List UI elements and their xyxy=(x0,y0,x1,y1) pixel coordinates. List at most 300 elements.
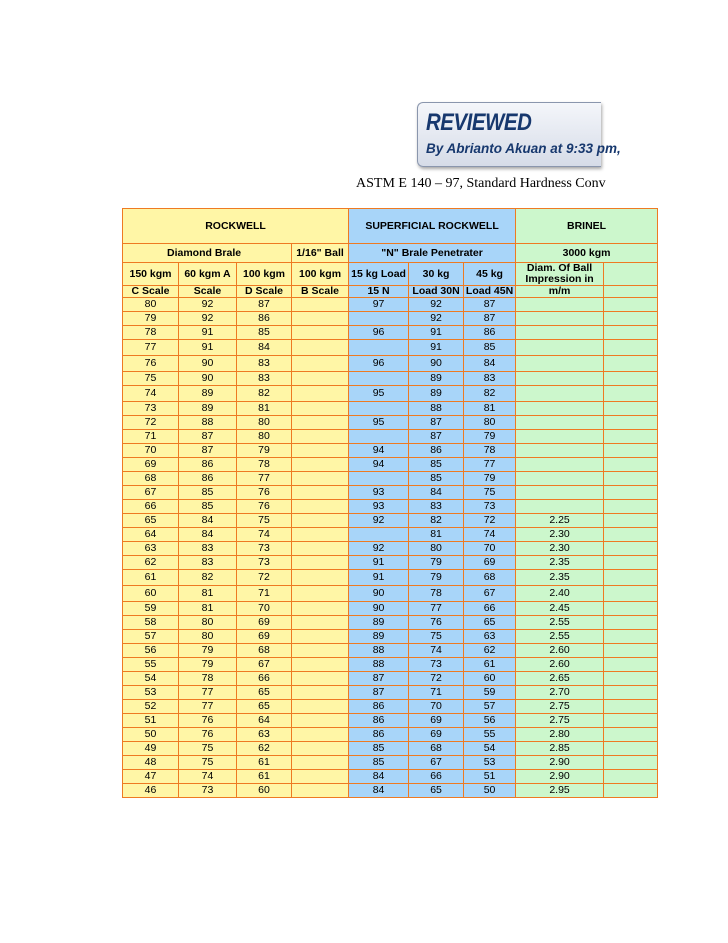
cell-diam: 2.40 xyxy=(516,586,604,602)
cell-diam: 2.60 xyxy=(516,644,604,658)
cell-n15: 88 xyxy=(349,644,409,658)
cell-n45: 69 xyxy=(464,556,516,570)
cell-n15: 90 xyxy=(349,586,409,602)
cell-n15: 96 xyxy=(349,326,409,340)
cell-n30: 81 xyxy=(409,528,464,542)
cell-n30: 68 xyxy=(409,742,464,756)
cell-a: 88 xyxy=(179,416,237,430)
cell-a: 79 xyxy=(179,644,237,658)
cell-n45: 86 xyxy=(464,326,516,340)
cell-n30: 79 xyxy=(409,570,464,586)
cell-n30: 89 xyxy=(409,386,464,402)
cell-diam: 2.70 xyxy=(516,686,604,700)
cell-c: 65 xyxy=(123,514,179,528)
cell-n30: 69 xyxy=(409,728,464,742)
cell-diam xyxy=(516,472,604,486)
table-row xyxy=(123,686,658,700)
cell-n30: 71 xyxy=(409,686,464,700)
cell-c: 60 xyxy=(123,586,179,602)
col-d-scale-line1: 100 kgm xyxy=(237,263,292,286)
cell-d: 74 xyxy=(237,528,292,542)
cell-b xyxy=(292,602,349,616)
cell-n30: 75 xyxy=(409,630,464,644)
cell-c: 80 xyxy=(123,298,179,312)
column-header-row-2 xyxy=(123,286,658,298)
cell-a: 77 xyxy=(179,700,237,714)
cell-a: 78 xyxy=(179,672,237,686)
cell-d: 82 xyxy=(237,386,292,402)
cell-n15 xyxy=(349,312,409,326)
subgroup-diamond-brale: Diamond Brale xyxy=(123,244,292,263)
cell-n45: 63 xyxy=(464,630,516,644)
cell-n30: 88 xyxy=(409,402,464,416)
cell-brinell-extra xyxy=(604,770,658,784)
cell-c: 66 xyxy=(123,500,179,514)
cell-diam xyxy=(516,416,604,430)
cell-a: 89 xyxy=(179,402,237,416)
cell-d: 69 xyxy=(237,616,292,630)
cell-a: 79 xyxy=(179,658,237,672)
cell-a: 80 xyxy=(179,630,237,644)
conversion-table xyxy=(122,208,658,798)
cell-b xyxy=(292,356,349,372)
cell-a: 74 xyxy=(179,770,237,784)
cell-brinell-extra xyxy=(604,686,658,700)
cell-b xyxy=(292,556,349,570)
cell-n45: 79 xyxy=(464,430,516,444)
cell-b xyxy=(292,728,349,742)
table-row xyxy=(123,542,658,556)
cell-brinell-extra xyxy=(604,672,658,686)
cell-n30: 89 xyxy=(409,372,464,386)
cell-diam xyxy=(516,372,604,386)
cell-n30: 92 xyxy=(409,298,464,312)
cell-a: 81 xyxy=(179,602,237,616)
cell-d: 73 xyxy=(237,542,292,556)
group-superficial-rockwell: SUPERFICIAL ROCKWELL xyxy=(349,209,516,244)
cell-b xyxy=(292,340,349,356)
table-row xyxy=(123,756,658,770)
reviewed-stamp xyxy=(417,102,621,167)
cell-c: 56 xyxy=(123,644,179,658)
cell-c: 46 xyxy=(123,784,179,798)
cell-b xyxy=(292,486,349,500)
cell-n15: 90 xyxy=(349,602,409,616)
cell-d: 76 xyxy=(237,486,292,500)
cell-n15: 95 xyxy=(349,416,409,430)
cell-a: 92 xyxy=(179,298,237,312)
group-brinell: BRINEL xyxy=(516,209,658,244)
cell-n45: 68 xyxy=(464,570,516,586)
col-a-scale-line2: Scale xyxy=(179,286,237,298)
cell-d: 77 xyxy=(237,472,292,486)
cell-diam xyxy=(516,430,604,444)
cell-n30: 65 xyxy=(409,784,464,798)
cell-n45: 61 xyxy=(464,658,516,672)
cell-b xyxy=(292,312,349,326)
cell-n15: 94 xyxy=(349,458,409,472)
cell-a: 91 xyxy=(179,340,237,356)
col-c-scale-line2: C Scale xyxy=(123,286,179,298)
column-header-row-1 xyxy=(123,263,658,286)
cell-diam: 2.80 xyxy=(516,728,604,742)
cell-n45: 80 xyxy=(464,416,516,430)
cell-b xyxy=(292,700,349,714)
cell-b xyxy=(292,714,349,728)
cell-diam xyxy=(516,386,604,402)
table-row xyxy=(123,514,658,528)
cell-n30: 72 xyxy=(409,672,464,686)
cell-diam xyxy=(516,486,604,500)
cell-n45: 51 xyxy=(464,770,516,784)
cell-d: 60 xyxy=(237,784,292,798)
cell-n30: 82 xyxy=(409,514,464,528)
cell-n30: 84 xyxy=(409,486,464,500)
cell-n15: 95 xyxy=(349,386,409,402)
subgroup-brinell-load: 3000 kgm xyxy=(516,244,658,263)
cell-a: 85 xyxy=(179,486,237,500)
cell-n45: 54 xyxy=(464,742,516,756)
cell-brinell-extra xyxy=(604,630,658,644)
cell-b xyxy=(292,658,349,672)
cell-c: 77 xyxy=(123,340,179,356)
cell-d: 72 xyxy=(237,570,292,586)
cell-n15 xyxy=(349,430,409,444)
cell-n30: 85 xyxy=(409,472,464,486)
cell-b xyxy=(292,570,349,586)
cell-n15: 92 xyxy=(349,542,409,556)
cell-n45: 75 xyxy=(464,486,516,500)
cell-n30: 80 xyxy=(409,542,464,556)
cell-d: 65 xyxy=(237,686,292,700)
cell-brinell-extra xyxy=(604,756,658,770)
table-row xyxy=(123,672,658,686)
cell-d: 79 xyxy=(237,444,292,458)
cell-diam: 2.35 xyxy=(516,570,604,586)
cell-n15 xyxy=(349,528,409,542)
cell-b xyxy=(292,500,349,514)
table-row xyxy=(123,340,658,356)
cell-diam xyxy=(516,444,604,458)
col-d-scale-line2: D Scale xyxy=(237,286,292,298)
cell-diam: 2.85 xyxy=(516,742,604,756)
cell-n45: 79 xyxy=(464,472,516,486)
cell-d: 65 xyxy=(237,700,292,714)
cell-n45: 81 xyxy=(464,402,516,416)
cell-n15: 88 xyxy=(349,658,409,672)
cell-c: 62 xyxy=(123,556,179,570)
cell-n30: 70 xyxy=(409,700,464,714)
col-30n-line2: Load 30N xyxy=(409,286,464,298)
cell-b xyxy=(292,586,349,602)
cell-b xyxy=(292,430,349,444)
cell-b xyxy=(292,326,349,340)
cell-d: 80 xyxy=(237,430,292,444)
cell-b xyxy=(292,542,349,556)
cell-c: 67 xyxy=(123,486,179,500)
cell-n45: 74 xyxy=(464,528,516,542)
table-row xyxy=(123,742,658,756)
col-45n-line1: 45 kg xyxy=(464,263,516,286)
cell-n30: 67 xyxy=(409,756,464,770)
cell-a: 83 xyxy=(179,556,237,570)
cell-a: 86 xyxy=(179,458,237,472)
cell-n45: 57 xyxy=(464,700,516,714)
cell-a: 84 xyxy=(179,514,237,528)
cell-n30: 77 xyxy=(409,602,464,616)
cell-a: 77 xyxy=(179,686,237,700)
cell-n45: 59 xyxy=(464,686,516,700)
cell-brinell-extra xyxy=(604,312,658,326)
cell-b xyxy=(292,528,349,542)
cell-n45: 85 xyxy=(464,340,516,356)
cell-d: 86 xyxy=(237,312,292,326)
cell-brinell-extra xyxy=(604,372,658,386)
cell-n15: 93 xyxy=(349,500,409,514)
cell-diam: 2.30 xyxy=(516,528,604,542)
cell-diam: 2.95 xyxy=(516,784,604,798)
cell-n15: 86 xyxy=(349,714,409,728)
cell-a: 85 xyxy=(179,500,237,514)
table-row xyxy=(123,700,658,714)
cell-n30: 87 xyxy=(409,416,464,430)
cell-c: 49 xyxy=(123,742,179,756)
cell-brinell-extra xyxy=(604,570,658,586)
cell-n30: 78 xyxy=(409,586,464,602)
table-row xyxy=(123,312,658,326)
table-row xyxy=(123,500,658,514)
cell-b xyxy=(292,416,349,430)
cell-brinell-extra xyxy=(604,728,658,742)
cell-a: 82 xyxy=(179,570,237,586)
col-b-scale-line2: B Scale xyxy=(292,286,349,298)
cell-c: 74 xyxy=(123,386,179,402)
cell-c: 64 xyxy=(123,528,179,542)
cell-brinell-extra xyxy=(604,784,658,798)
cell-brinell-extra xyxy=(604,326,658,340)
cell-a: 75 xyxy=(179,756,237,770)
cell-diam xyxy=(516,340,604,356)
cell-b xyxy=(292,298,349,312)
cell-diam: 2.30 xyxy=(516,542,604,556)
cell-n15: 87 xyxy=(349,672,409,686)
col-diam-line1-text: Impression in xyxy=(525,273,594,285)
cell-n15: 87 xyxy=(349,686,409,700)
cell-n15 xyxy=(349,340,409,356)
col-c-scale-line1: 150 kgm xyxy=(123,263,179,286)
cell-c: 63 xyxy=(123,542,179,556)
cell-n15: 94 xyxy=(349,444,409,458)
col-45n-line2: Load 45N xyxy=(464,286,516,298)
cell-brinell-extra xyxy=(604,430,658,444)
cell-b xyxy=(292,514,349,528)
cell-n15: 89 xyxy=(349,630,409,644)
cell-a: 89 xyxy=(179,386,237,402)
cell-brinell-extra xyxy=(604,714,658,728)
cell-d: 81 xyxy=(237,402,292,416)
cell-b xyxy=(292,756,349,770)
cell-b xyxy=(292,742,349,756)
table-row xyxy=(123,528,658,542)
cell-n45: 65 xyxy=(464,616,516,630)
table-row xyxy=(123,556,658,570)
cell-n45: 82 xyxy=(464,386,516,402)
table-row xyxy=(123,714,658,728)
table-row xyxy=(123,770,658,784)
cell-brinell-extra xyxy=(604,742,658,756)
cell-b xyxy=(292,644,349,658)
reviewed-stamp-subtitle: By Abrianto Akuan at 9:33 pm, xyxy=(426,141,621,156)
cell-n30: 66 xyxy=(409,770,464,784)
cell-diam: 2.25 xyxy=(516,514,604,528)
cell-n15: 96 xyxy=(349,356,409,372)
cell-diam: 2.55 xyxy=(516,630,604,644)
cell-n45: 53 xyxy=(464,756,516,770)
hardness-conversion-table xyxy=(122,208,611,835)
cell-n15: 89 xyxy=(349,616,409,630)
subgroup-header-row xyxy=(123,244,658,263)
cell-d: 70 xyxy=(237,602,292,616)
cell-brinell-extra xyxy=(604,472,658,486)
cell-a: 80 xyxy=(179,616,237,630)
cell-n30: 86 xyxy=(409,444,464,458)
cell-n30: 74 xyxy=(409,644,464,658)
cell-a: 83 xyxy=(179,542,237,556)
cell-n30: 91 xyxy=(409,326,464,340)
cell-n45: 78 xyxy=(464,444,516,458)
cell-d: 62 xyxy=(237,742,292,756)
cell-n15: 93 xyxy=(349,486,409,500)
cell-n30: 90 xyxy=(409,356,464,372)
table-row xyxy=(123,416,658,430)
cell-d: 63 xyxy=(237,728,292,742)
cell-brinell-extra xyxy=(604,298,658,312)
cell-n45: 83 xyxy=(464,372,516,386)
cell-n45: 87 xyxy=(464,312,516,326)
cell-n45: 73 xyxy=(464,500,516,514)
cell-n15 xyxy=(349,402,409,416)
cell-brinell-extra xyxy=(604,402,658,416)
cell-n30: 76 xyxy=(409,616,464,630)
cell-c: 58 xyxy=(123,616,179,630)
cell-a: 92 xyxy=(179,312,237,326)
cell-d: 67 xyxy=(237,658,292,672)
cell-a: 91 xyxy=(179,326,237,340)
cell-d: 66 xyxy=(237,672,292,686)
cell-brinell-extra xyxy=(604,444,658,458)
document-title: ASTM E 140 – 97, Standard Hardness Conv xyxy=(356,176,606,191)
cell-a: 81 xyxy=(179,586,237,602)
cell-c: 72 xyxy=(123,416,179,430)
cell-c: 52 xyxy=(123,700,179,714)
cell-n30: 83 xyxy=(409,500,464,514)
cell-n30: 85 xyxy=(409,458,464,472)
table-row xyxy=(123,430,658,444)
cell-diam xyxy=(516,356,604,372)
table-row xyxy=(123,298,658,312)
cell-a: 86 xyxy=(179,472,237,486)
cell-n15: 84 xyxy=(349,784,409,798)
cell-d: 83 xyxy=(237,356,292,372)
col-diam-label: Diam. Of Ball xyxy=(526,262,593,274)
cell-n15: 85 xyxy=(349,742,409,756)
group-header-row xyxy=(123,209,658,244)
cell-n45: 62 xyxy=(464,644,516,658)
cell-n30: 73 xyxy=(409,658,464,672)
cell-brinell-extra xyxy=(604,658,658,672)
cell-a: 76 xyxy=(179,728,237,742)
table-row xyxy=(123,616,658,630)
cell-d: 61 xyxy=(237,756,292,770)
col-a-scale-line1: 60 kgm A xyxy=(179,263,237,286)
col-diam-line1 xyxy=(516,263,604,286)
cell-b xyxy=(292,770,349,784)
cell-diam xyxy=(516,298,604,312)
cell-diam: 2.45 xyxy=(516,602,604,616)
cell-b xyxy=(292,372,349,386)
cell-b xyxy=(292,630,349,644)
table-row xyxy=(123,472,658,486)
cell-n15: 84 xyxy=(349,770,409,784)
cell-n45: 66 xyxy=(464,602,516,616)
cell-d: 75 xyxy=(237,514,292,528)
table-row xyxy=(123,630,658,644)
cell-diam: 2.65 xyxy=(516,672,604,686)
cell-c: 69 xyxy=(123,458,179,472)
table-row xyxy=(123,728,658,742)
col-diam-line2: m/m xyxy=(516,286,604,298)
cell-c: 48 xyxy=(123,756,179,770)
table-row xyxy=(123,784,658,798)
cell-b xyxy=(292,616,349,630)
cell-a: 87 xyxy=(179,430,237,444)
cell-n45: 55 xyxy=(464,728,516,742)
table-row xyxy=(123,402,658,416)
cell-brinell-extra xyxy=(604,542,658,556)
cell-b xyxy=(292,444,349,458)
cell-n30: 92 xyxy=(409,312,464,326)
cell-c: 59 xyxy=(123,602,179,616)
cell-d: 85 xyxy=(237,326,292,340)
table-row xyxy=(123,658,658,672)
cell-diam: 2.55 xyxy=(516,616,604,630)
cell-c: 55 xyxy=(123,658,179,672)
cell-b xyxy=(292,686,349,700)
cell-brinell-extra xyxy=(604,616,658,630)
cell-n30: 91 xyxy=(409,340,464,356)
cell-d: 83 xyxy=(237,372,292,386)
cell-brinell-extra xyxy=(604,386,658,402)
cell-diam xyxy=(516,326,604,340)
cell-n15: 91 xyxy=(349,556,409,570)
cell-b xyxy=(292,784,349,798)
cell-brinell-extra xyxy=(604,486,658,500)
col-b-scale-line1: 100 kgm xyxy=(292,263,349,286)
cell-diam: 2.90 xyxy=(516,770,604,784)
cell-c: 47 xyxy=(123,770,179,784)
cell-b xyxy=(292,402,349,416)
cell-d: 80 xyxy=(237,416,292,430)
table-row xyxy=(123,444,658,458)
cell-a: 90 xyxy=(179,372,237,386)
cell-c: 51 xyxy=(123,714,179,728)
cell-a: 76 xyxy=(179,714,237,728)
cell-d: 64 xyxy=(237,714,292,728)
cell-n45: 84 xyxy=(464,356,516,372)
cell-d: 84 xyxy=(237,340,292,356)
cell-c: 78 xyxy=(123,326,179,340)
cell-d: 78 xyxy=(237,458,292,472)
